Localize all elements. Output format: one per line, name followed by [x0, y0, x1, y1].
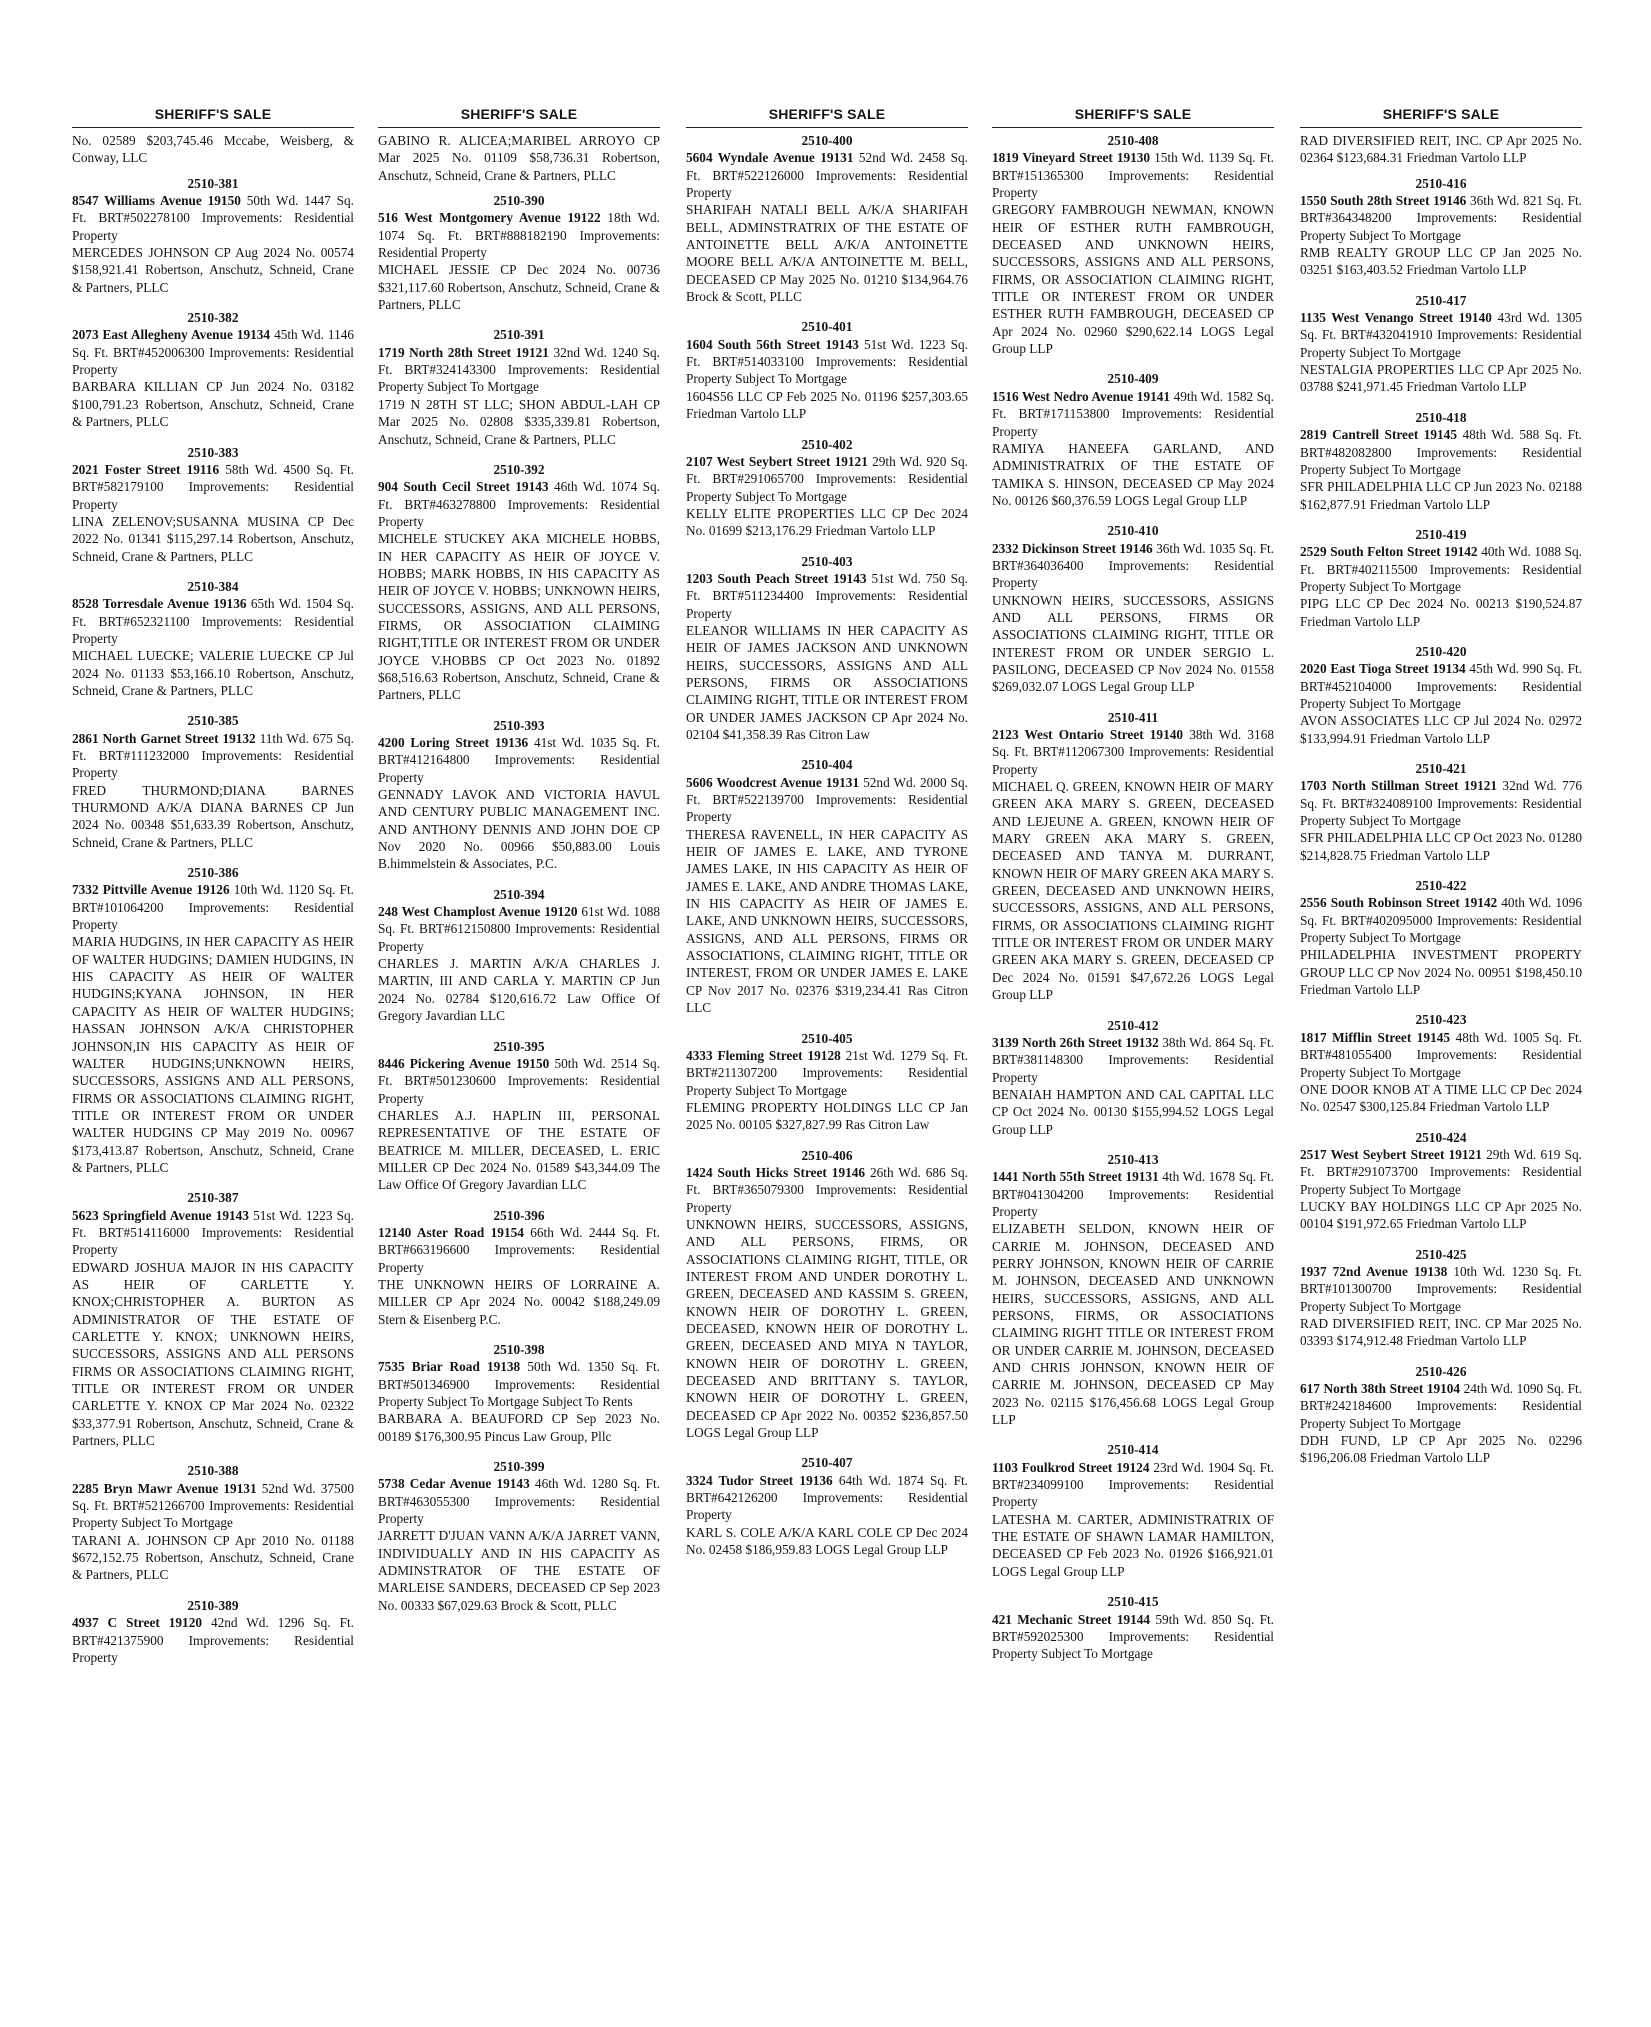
property-details: 43rd Wd. 1305 Sq. Ft. BRT#432041910 Improvements: Residential Property Subject To Mortgage: [1300, 310, 1582, 360]
listing-description: [1300, 1029, 1582, 1081]
property-address: 1103 Foulkrod Street 19124: [992, 1459, 1150, 1475]
listing-description: [686, 1164, 968, 1216]
listing-description: [378, 1475, 660, 1527]
property-address: 2861 North Garnet Street 19132: [72, 730, 256, 746]
listing-description: [72, 881, 354, 933]
listing-number: 2510-404: [801, 757, 853, 773]
listing-description: [686, 453, 968, 505]
sale-listing: [378, 1458, 660, 1614]
listing-number: 2510-388: [187, 1463, 239, 1479]
defendants-and-attorney: DDH FUND, LP CP Apr 2025 No. 02296 $196,206.08 Friedman Vartolo LLP: [1300, 1433, 1582, 1466]
property-details: 50th Wd. 1447 Sq. Ft. BRT#502278100 Improvements: Residential Property: [72, 193, 354, 243]
property-address: 421 Mechanic Street 19144: [992, 1611, 1151, 1627]
listing-number: 2510-412: [1107, 1017, 1159, 1033]
property-details: 36th Wd. 821 Sq. Ft. BRT#364348200 Improvements: Residential Property Subject To Mortgage: [1300, 193, 1583, 243]
sale-listing: [1300, 1129, 1582, 1233]
listing-description: [992, 726, 1274, 778]
column-header: SHERIFF'S SALE: [1300, 106, 1582, 128]
sale-listing: [992, 1441, 1274, 1580]
sale-listing: [992, 1151, 1274, 1429]
listing-number: 2510-422: [1415, 878, 1467, 894]
property-address: 4333 Fleming Street 19128: [686, 1047, 841, 1063]
property-address: 1203 South Peach Street 19143: [686, 570, 867, 586]
listing-number: 2510-426: [1415, 1363, 1467, 1379]
listing-description: [686, 1472, 968, 1524]
listing-number: 2510-403: [801, 553, 853, 569]
defendants-and-attorney: SFR PHILADELPHIA LLC CP Jun 2023 No. 02188 $162,877.91 Friedman Vartolo LLP: [1300, 479, 1582, 512]
listing-number: 2510-392: [493, 461, 545, 477]
defendants-and-attorney: MICHAEL JESSIE CP Dec 2024 No. 00736 $321,117.60 Robertson, Anschutz, Schneid, Crane & Partners, PLLC: [378, 262, 660, 313]
property-details: 32nd Wd. 776 Sq. Ft. BRT#324089100 Improvements: Residential Property Subject To Mortgage: [1300, 778, 1582, 829]
property-address: 12140 Aster Road 19154: [378, 1224, 524, 1240]
listing-number: 2510-421: [1415, 761, 1467, 776]
property-details: 65th Wd. 1504 Sq. Ft. BRT#652321100 Improvements: Residential Property: [72, 596, 354, 646]
property-details: 50th Wd. 1350 Sq. Ft. BRT#501346900 Improvements: Residential Property Subject To Mortgage Subject To Rents: [378, 1359, 660, 1410]
listing-description: [686, 336, 968, 388]
property-address: 1937 72nd Avenue 19138: [1300, 1263, 1448, 1279]
column-body: [378, 132, 660, 1614]
listing-number: 2510-386: [187, 865, 239, 881]
column-2: [378, 106, 660, 1627]
defendants-and-attorney: PIPG LLC CP Dec 2024 No. 00213 $190,524.87 Friedman Vartolo LLP: [1300, 596, 1582, 629]
listing-description: [378, 903, 660, 955]
property-details: 40th Wd. 1096 Sq. Ft. BRT#402095000 Improvements: Residential Property Subject To Mortgage: [1300, 895, 1582, 946]
column-header: SHERIFF'S SALE: [378, 106, 660, 128]
listing-description: [1300, 1263, 1582, 1315]
sale-listing: [72, 309, 354, 430]
property-details: 64th Wd. 1874 Sq. Ft. BRT#642126200 Improvements: Residential Property: [686, 1472, 968, 1523]
defendants-and-attorney: BARBARA KILLIAN CP Jun 2024 No. 03182 $100,791.23 Robertson, Anschutz, Schneid, Crane & Partners, PLLC: [72, 379, 354, 430]
sale-listing: [686, 1454, 968, 1558]
defendants-and-attorney: GREGORY FAMBROUGH NEWMAN, KNOWN HEIR OF ESTHER RUTH FAMBROUGH, DECEASED AND UNKNOWN HEIRS, SUCCESSORS, ASSIGNS AND ALL PERSONS, FIRMS, OR ASSOCIATION CLAIMING RIGHT, TITLE OR INTEREST FROM OR UNDER ESTHER RUTH FAMBROUGH, DECEASED CP Apr 2024 No. 02960 $290,622.14 LOGS Legal Group LLP: [992, 202, 1274, 357]
defendants-and-attorney: MICHAEL LUECKE; VALERIE LUECKE CP Jul 2024 No. 01133 $53,166.10 Robertson, Anschutz, Schneid, Crane & Partners, PLLC: [72, 648, 354, 698]
listing-description: [378, 1358, 660, 1410]
sale-listing: [72, 444, 354, 565]
property-details: 49th Wd. 1582 Sq. Ft. BRT#171153800 Improvements: Residential Property: [992, 388, 1275, 439]
listing-description: [1300, 1146, 1582, 1198]
property-address: 904 South Cecil Street 19143: [378, 479, 549, 495]
defendants-and-attorney: GENNADY LAVOK AND VICTORIA HAVUL AND CENTURY PUBLIC MANAGEMENT INC. AND ANTHONY DENNIS AND JOHN DOE CP Nov 2020 No. 00966 $50,883.00 Louis B.himmelstein & Associates, P.C.: [378, 787, 660, 872]
listing-number: 2510-399: [493, 1459, 545, 1475]
defendants-and-attorney: UNKNOWN HEIRS, SUCCESSORS, ASSIGNS, AND ALL PERSONS, FIRMS, OR ASSOCIATIONS CLAIMING RIGHT, TITLE, OR INTEREST FROM AND UNDER DOROTHY L. GREEN, DECEASED AND KASSIM S. GREEN, KNOWN HEIR OF DOROTHY L. GREEN, DECEASED, KNOWN HEIR OF DOROTHY L. GREEN, DECEASED AND MIYA N TAYLOR, KNOWN HEIR OF DOROTHY L. GREEN, DECEASED AND BRITTANY S. TAYLOR, KNOWN HEIR OF DOROTHY L. GREEN, DECEASED CP Apr 2022 No. 00352 $236,857.50 LOGS Legal Group LLP: [686, 1216, 968, 1441]
property-details: 38th Wd. 3168 Sq. Ft. BRT#112067300 Improvements: Residential Property: [992, 727, 1274, 777]
property-details: 29th Wd. 920 Sq. Ft. BRT#291065700 Improvements: Residential Property Subject To Mortgage: [686, 453, 969, 504]
sale-listing: [1300, 175, 1582, 279]
sale-listing: [72, 712, 354, 851]
property-details: 21st Wd. 1279 Sq. Ft. BRT#211307200 Improvements: Residential Property Subject To Mortgage: [686, 1047, 969, 1098]
listing-number: 2510-425: [1415, 1246, 1467, 1262]
listing-description: [72, 595, 354, 647]
listing-description: [1300, 543, 1582, 595]
sale-listing: [378, 1038, 660, 1194]
property-address: 2819 Cantrell Street 19145: [1300, 427, 1457, 443]
defendants-and-attorney: MARIA HUDGINS, IN HER CAPACITY AS HEIR OF WALTER HUDGINS; DAMIEN HUDGINS, IN HIS CAPACITY AS HEIR OF WALTER HUDGINS;KYANA JOHNSON, IN HER CAPACITY AS HEIR OF WALTER HUDGINS; HASSAN JOHNSON A/K/A CHRISTOPHER JOHNSON,IN HIS CAPACITY AS HEIR OF WALTER HUDGINS;UNKNOWN HEIRS, SUCCESSORS, ASSIGNS AND ALL PERSONS, FIRMS OR ASSOCIATIONS CLAIMING RIGHT, TITLE OR INTEREST FROM OR UNDER WALTER HUDGINS CP May 2019 No. 00967 $173,413.87 Robertson, Anschutz, Schneid, Crane & Partners, PLLC: [72, 934, 354, 1175]
listing-description: [686, 149, 968, 201]
sale-listing: [1300, 292, 1582, 396]
defendants-and-attorney: LATESHA M. CARTER, ADMINISTRATRIX OF THE ESTATE OF SHAWN LAMAR HAMILTON, DECEASED CP Feb 2023 No. 01926 $166,921.01 LOGS Legal Group LLP: [992, 1511, 1274, 1579]
listing-number: 2510-415: [1107, 1594, 1159, 1610]
listing-number: 2510-414: [1107, 1442, 1159, 1458]
sale-listing: [1300, 877, 1582, 998]
column-3: [686, 106, 968, 1571]
column-body: [992, 132, 1274, 1663]
defendants-and-attorney: MICHELE STUCKEY AKA MICHELE HOBBS, IN HER CAPACITY AS HEIR OF JOYCE V. HOBBS; MARK HOBBS, IN HIS CAPACITY AS HEIR OF JOYCE V. HOBBS; UNKNOWN HEIRS, SUCCESSORS, ASSIGNS, AND ALL PERSONS, FIRMS, OR ASSOCIATION CLAIMING RIGHT,TITLE OR INTEREST FROM OR UNDER JOYCE V.HOBBS CP Oct 2023 No. 01892 $68,516.63 Robertson, Anschutz, Schneid, Crane & Partners, PLLC: [378, 531, 660, 703]
defendants-and-attorney: SHARIFAH NATALI BELL A/K/A SHARIFAH BELL, ADMINSTRATRIX OF THE ESTATE OF ANTOINETTE BELL A/K/A ANTOINETTE MOORE BELL A/K/A ANTOINETTE M. BELL, DECEASED CP May 2025 No. 01210 $134,964.76 Brock & Scott, PLLC: [686, 202, 968, 305]
listing-description: [1300, 426, 1582, 478]
listing-description: [72, 730, 354, 782]
property-address: 7535 Briar Road 19138: [378, 1359, 521, 1375]
property-details: 51st Wd. 750 Sq. Ft. BRT#511234400 Improvements: Residential Property: [686, 570, 969, 621]
listing-description: [1300, 309, 1582, 361]
listing-description: [686, 1047, 968, 1099]
sale-listing: [686, 1030, 968, 1134]
listing-number: 2510-396: [493, 1207, 545, 1223]
listing-number: 2510-384: [187, 578, 239, 594]
defendants-and-attorney: RAD DIVERSIFIED REIT, INC. CP Mar 2025 No. 03393 $174,912.48 Friedman Vartolo LLP: [1300, 1315, 1582, 1349]
property-details: 48th Wd. 588 Sq. Ft. BRT#482082800 Improvements: Residential Property Subject To Mortgage: [1300, 427, 1582, 477]
sale-listing: [1300, 643, 1582, 747]
sale-listing: [72, 175, 354, 296]
defendants-and-attorney: AVON ASSOCIATES LLC CP Jul 2024 No. 02972 $133,994.91 Friedman Vartolo LLP: [1300, 713, 1582, 746]
defendants-and-attorney: 1604S56 LLC CP Feb 2025 No. 01196 $257,303.65 Friedman Vartolo LLP: [686, 388, 968, 422]
property-details: 45th Wd. 990 Sq. Ft. BRT#452104000 Improvements: Residential Property Subject To Mortgage: [1300, 661, 1583, 711]
defendants-and-attorney: RMB REALTY GROUP LLC CP Jan 2025 No. 03251 $163,403.52 Friedman Vartolo LLP: [1300, 245, 1582, 278]
property-address: 4200 Loring Street 19136: [378, 735, 529, 750]
column-header: SHERIFF'S SALE: [992, 106, 1274, 128]
property-details: 51st Wd. 1223 Sq. Ft. BRT#514116000 Improvements: Residential Property: [72, 1207, 354, 1258]
defendants-and-attorney: FRED THURMOND;DIANA BARNES THURMOND A/K/A DIANA BARNES CP Jun 2024 No. 00348 $51,633.39 Robertson, Anschutz, Schneid, Crane & Partners, PLLC: [72, 782, 354, 850]
listing-description: [686, 774, 968, 826]
sale-listing: [992, 522, 1274, 695]
sale-listing: [1300, 409, 1582, 513]
property-address: 5604 Wyndale Avenue 19131: [686, 150, 854, 166]
listing-number: 2510-401: [801, 319, 853, 335]
listing-number: 2510-382: [187, 310, 239, 326]
property-details: 10th Wd. 1120 Sq. Ft. BRT#101064200 Improvements: Residential Property: [72, 882, 354, 933]
defendants-and-attorney: KELLY ELITE PROPERTIES LLC CP Dec 2024 No. 01699 $213,176.29 Friedman Vartolo LLP: [686, 505, 968, 539]
listing-description: [378, 1224, 660, 1276]
defendants-and-attorney: ELEANOR WILLIAMS IN HER CAPACITY AS HEIR OF JAMES JACKSON AND UNKNOWN HEIRS, SUCCESSORS, ASSIGNS AND ALL PERSONS, FIRMS OR ASSOCIATIONS CLAIMING RIGHT, TITLE OR INTEREST FROM OR UNDER JAMES JACKSON CP Apr 2024 No. 02104 $41,358.39 Ras Citron Law: [686, 622, 968, 742]
listing-description: [1300, 894, 1582, 946]
property-address: 2517 West Seybert Street 19121: [1300, 1146, 1482, 1162]
defendants-and-attorney: CHARLES A.J. HAPLIN III, PERSONAL REPRESENTATIVE OF THE ESTATE OF BEATRICE M. MILLER, DECEASED, L. ERIC MILLER CP Dec 2024 No. 01589 $43,344.09 The Law Office Of Gregory Javardian LLC: [378, 1107, 660, 1193]
column-body: [686, 132, 968, 1558]
property-details: 46th Wd. 1280 Sq. Ft. BRT#463055300 Improvements: Residential Property: [378, 1476, 660, 1527]
listing-description: [992, 1034, 1274, 1086]
property-address: 2529 South Felton Street 19142: [1300, 544, 1478, 560]
column-1: [72, 106, 354, 1679]
sale-listing: [992, 1593, 1274, 1662]
property-address: 1719 North 28th Street 19121: [378, 344, 549, 360]
sale-listing: [1300, 1363, 1582, 1467]
property-address: 1516 West Nedro Avenue 19141: [992, 388, 1171, 404]
listing-description: [72, 1207, 354, 1259]
sale-listing: [72, 1189, 354, 1449]
continued-listing-text: RAD DIVERSIFIED REIT, INC. CP Apr 2025 No. 02364 $123,684.31 Friedman Vartolo LLP: [1300, 133, 1582, 166]
property-details: 51st Wd. 1223 Sq. Ft. BRT#514033100 Improvements: Residential Property Subject To Mortgage: [686, 336, 969, 387]
listing-number: 2510-411: [1107, 709, 1159, 725]
property-details: 52nd Wd. 2458 Sq. Ft. BRT#522126000 Improvements: Residential Property: [686, 150, 968, 201]
listing-number: 2510-407: [801, 1455, 853, 1471]
defendants-and-attorney: SFR PHILADELPHIA LLC CP Oct 2023 No. 01280 $214,828.75 Friedman Vartolo LLP: [1300, 830, 1582, 863]
property-details: 66th Wd. 2444 Sq. Ft. BRT#663196600 Improvements: Residential Property: [378, 1224, 660, 1275]
property-details: 58th Wd. 4500 Sq. Ft. BRT#582179100 Improvements: Residential Property: [72, 461, 354, 512]
listing-number: 2510-387: [187, 1190, 239, 1206]
sale-listing: [686, 756, 968, 1016]
sale-listing: [992, 709, 1274, 1004]
listing-description: [992, 149, 1274, 201]
property-details: 23rd Wd. 1904 Sq. Ft. BRT#234099100 Improvements: Residential Property: [992, 1459, 1274, 1510]
property-address: 4937 C Street 19120: [72, 1615, 202, 1631]
property-address: 1550 South 28th Street 19146: [1300, 193, 1467, 209]
listing-number: 2510-424: [1415, 1129, 1467, 1145]
listing-number: 2510-419: [1415, 526, 1467, 542]
sale-listing: [686, 553, 968, 744]
listing-description: [1300, 192, 1582, 244]
defendants-and-attorney: THE UNKNOWN HEIRS OF LORRAINE A. MILLER CP Apr 2024 No. 00042 $188,249.09 Stern & Eisenberg P.C.: [378, 1276, 660, 1327]
defendants-and-attorney: UNKNOWN HEIRS, SUCCESSORS, ASSIGNS AND ALL PERSONS, FIRMS OR ASSOCIATIONS CLAIMING RIGHT, TITLE OR INTEREST FROM OR UNDER SERGIO L. PASILONG, DECEASED CP Nov 2024 No. 01558 $269,032.07 LOGS Legal Group LLP: [992, 592, 1274, 695]
defendants-and-attorney: CHARLES J. MARTIN A/K/A CHARLES J. MARTIN, III AND CARLA Y. MARTIN CP Jun 2024 No. 02784 $120,616.72 Law Office Of Gregory Javardian LLC: [378, 956, 660, 1024]
sale-listing: [378, 192, 660, 313]
property-details: 26th Wd. 686 Sq. Ft. BRT#365079300 Improvements: Residential Property: [686, 1164, 969, 1215]
sale-listing: [72, 1597, 354, 1666]
property-address: 5738 Cedar Avenue 19143: [378, 1476, 530, 1492]
property-address: 2332 Dickinson Street 19146: [992, 540, 1153, 556]
property-details: 52nd Wd. 37500 Sq. Ft. BRT#521266700 Improvements: Residential Property Subject To Mortgage: [72, 1480, 354, 1531]
column-header: SHERIFF'S SALE: [72, 106, 354, 128]
listing-number: 2510-405: [801, 1030, 853, 1046]
sale-listing: [72, 578, 354, 699]
listing-number: 2510-383: [187, 444, 239, 460]
listing-description: [1300, 660, 1582, 712]
sale-listing: [1300, 1246, 1582, 1350]
column-4: [992, 106, 1274, 1676]
property-details: 29th Wd. 619 Sq. Ft. BRT#291073700 Improvements: Residential Property Subject To Mortgage: [1300, 1146, 1583, 1197]
sale-listing: [992, 132, 1274, 357]
property-address: 2556 South Robinson Street 19142: [1300, 895, 1498, 911]
property-address: 1135 West Venango Street 19140: [1300, 310, 1492, 326]
listing-number: 2510-395: [493, 1038, 545, 1054]
property-details: 45th Wd. 1146 Sq. Ft. BRT#452006300 Improvements: Residential Property: [72, 327, 355, 378]
property-address: 617 North 38th Street 19104: [1300, 1381, 1461, 1396]
defendants-and-attorney: ONE DOOR KNOB AT A TIME LLC CP Dec 2024 No. 02547 $300,125.84 Friedman Vartolo LLP: [1300, 1081, 1582, 1115]
sale-listing: [686, 436, 968, 540]
listing-description: [1300, 1380, 1582, 1432]
listing-number: 2510-406: [801, 1147, 853, 1163]
defendants-and-attorney: MICHAEL Q. GREEN, KNOWN HEIR OF MARY GREEN AKA MARY S. GREEN, DECEASED AND LEJEUNE A. GREEN, KNOWN HEIR OF MARY GREEN AKA MARY S. GREEN, DECEASED AND TANYA M. DURRANT, KNOWN HEIR OF MARY GREEN AKA MARY S. GREEN, DECEASED AND UNKNOWN HEIRS, SUCCESSORS, ASSIGNS, AND ALL PERSONS, FIRMS, OR ASSOCIATIONS CLAIMING RIGHT TITLE OR INTEREST FROM OR UNDER MARY GREEN AKA MARY S. GREEN, DECEASED CP Dec 2024 No. 01591 $47,672.26 LOGS Legal Group LLP: [992, 779, 1274, 1003]
listing-number: 2510-413: [1107, 1151, 1159, 1167]
defendants-and-attorney: 1719 N 28TH ST LLC; SHON ABDUL-LAH CP Mar 2025 No. 02808 $335,339.81 Robertson, Anschutz, Schneid, Crane & Partners, PLLC: [378, 396, 660, 447]
property-address: 1819 Vineyard Street 19130: [992, 150, 1151, 166]
property-address: 2021 Foster Street 19116: [72, 461, 220, 477]
listing-description: [72, 1480, 354, 1532]
listing-number: 2510-389: [187, 1597, 239, 1613]
defendants-and-attorney: RAMIYA HANEEFA GARLAND, AND ADMINISTRATRIX OF THE ESTATE OF TAMIKA S. HINSON, DECEASED CP May 2024 No. 00126 $60,376.59 LOGS Legal Group LLP: [992, 440, 1274, 508]
listing-description: [72, 326, 354, 378]
property-details: 42nd Wd. 1296 Sq. Ft. BRT#421375900 Improvements: Residential Property: [72, 1615, 354, 1665]
property-details: 50th Wd. 2514 Sq. Ft. BRT#501230600 Improvements: Residential Property: [378, 1055, 661, 1106]
sale-listing: [378, 717, 660, 873]
property-address: 7332 Pittville Avenue 19126: [72, 882, 230, 898]
defendants-and-attorney: ELIZABETH SELDON, KNOWN HEIR OF CARRIE M. JOHNSON, DECEASED AND PERRY JOHNSON, KNOWN HEIR OF CARRIE M. JOHNSON, DECEASED AND UNKNOWN HEIRS, SUCCESSORS, ASSIGNS, AND ALL PERSONS, FIRMS, OR ASSOCIATIONS CLAIMING RIGHT TITLE OR INTEREST FROM OR UNDER CARRIE M. JOHNSON, DECEASED AND CHRIS JOHNSON, KNOWN HEIR OF CARRIE M. JOHNSON, DECEASED CP May 2023 No. 02115 $176,456.68 LOGS Legal Group LLP: [992, 1221, 1274, 1428]
listing-number: 2510-410: [1107, 523, 1159, 539]
sale-listing: [992, 1017, 1274, 1138]
defendants-and-attorney: THERESA RAVENELL, IN HER CAPACITY AS HEIR OF JAMES E. LAKE, AND TYRONE JAMES LAKE, IN HIS CAPACITY AS HEIR OF JAMES E. LAKE, AND ANDRE THOMAS LAKE, IN HIS CAPACITY AS HEIR OF JAMES E. LAKE, AND UNKNOWN HEIRS, SUCCESSORS, ASSIGNS, AND ALL PERSONS, FIRMS OR ASSOCIATIONS, CLAIMING RIGHT, TITLE OR INTEREST, FROM OR UNDER JAMES E. LAKE CP Nov 2017 No. 02376 $319,234.41 Ras Citron LLC: [686, 826, 968, 1016]
property-details: 18th Wd. 1074 Sq. Ft. BRT#888182190 Improvements: Residential Property: [378, 210, 660, 261]
property-address: 1424 South Hicks Street 19146: [686, 1164, 866, 1180]
property-address: 2123 West Ontario Street 19140: [992, 727, 1184, 742]
property-details: 46th Wd. 1074 Sq. Ft. BRT#463278800 Improvements: Residential Property: [378, 479, 660, 529]
defendants-and-attorney: FLEMING PROPERTY HOLDINGS LLC CP Jan 2025 No. 00105 $327,827.99 Ras Citron Law: [686, 1099, 968, 1133]
listing-description: [992, 1611, 1274, 1663]
listing-description: [72, 192, 354, 244]
listing-number: 2510-398: [493, 1342, 545, 1357]
sale-listing: [378, 1341, 660, 1445]
sale-listing: [378, 461, 660, 704]
property-details: 24th Wd. 1090 Sq. Ft. BRT#242184600 Improvements: Residential Property Subject To Mortgage: [1300, 1381, 1583, 1431]
listing-number: 2510-394: [493, 886, 545, 902]
property-address: 2107 West Seybert Street 19121: [686, 453, 868, 469]
property-address: 2073 East Allegheny Avenue 19134: [72, 327, 271, 343]
listing-number: 2510-391: [493, 327, 545, 343]
sale-listing: [72, 1462, 354, 1583]
column-body: [72, 132, 354, 1666]
sale-listing: [378, 1207, 660, 1328]
defendants-and-attorney: LINA ZELENOV;SUSANNA MUSINA CP Dec 2022 No. 01341 $115,297.14 Robertson, Anschutz, Schneid, Crane & Partners, PLLC: [72, 513, 354, 564]
listing-number: 2510-402: [801, 436, 853, 452]
property-details: 10th Wd. 1230 Sq. Ft. BRT#101300700 Improvements: Residential Property Subject To Mortgage: [1300, 1263, 1582, 1314]
listing-description: [72, 461, 354, 513]
defendants-and-attorney: NESTALGIA PROPERTIES LLC CP Apr 2025 No. 03788 $241,971.45 Friedman Vartolo LLP: [1300, 362, 1582, 395]
listing-description: [378, 1055, 660, 1107]
defendants-and-attorney: BENAIAH HAMPTON AND CAL CAPITAL LLC CP Oct 2024 No. 00130 $155,994.52 LOGS Legal Group LLP: [992, 1086, 1274, 1137]
sale-listing: [992, 370, 1274, 509]
property-address: 5606 Woodcrest Avenue 19131: [686, 774, 860, 790]
listing-number: 2510-416: [1415, 175, 1467, 191]
listing-description: [992, 540, 1274, 592]
property-details: 40th Wd. 1088 Sq. Ft. BRT#402115500 Improvements: Residential Property Subject To Mortgage: [1300, 544, 1582, 594]
listing-number: 2510-381: [187, 175, 239, 191]
defendants-and-attorney: TARANI A. JOHNSON CP Apr 2010 No. 01188 $672,152.75 Robertson, Anschutz, Schneid, Crane & Partners, PLLC: [72, 1532, 354, 1583]
defendants-and-attorney: JARRETT D'JUAN VANN A/K/A JARRET VANN, INDIVIDUALLY AND IN HIS CAPACITY AS ADMINSTRATOR OF THE ESTATE OF MARLEISE SANDERS, DECEASED CP Sep 2023 No. 00333 $67,029.63 Brock & Scott, PLLC: [378, 1528, 660, 1613]
property-details: 52nd Wd. 2000 Sq. Ft. BRT#522139700 Improvements: Residential Property: [686, 774, 969, 825]
property-address: 2020 East Tioga Street 19134: [1300, 661, 1466, 677]
listing-description: [378, 344, 660, 396]
sale-listing: [1300, 1011, 1582, 1115]
listing-number: 2510-409: [1107, 371, 1159, 387]
column-body: [1300, 132, 1582, 1467]
continued-listing-text: No. 02589 $203,745.46 Mccabe, Weisberg, & Conway, LLC: [72, 133, 354, 166]
listing-number: 2510-423: [1415, 1012, 1467, 1028]
property-address: 1817 Mifflin Street 19145: [1300, 1029, 1451, 1045]
property-details: 48th Wd. 1005 Sq. Ft. BRT#481055400 Improvements: Residential Property Subject To Mortgage: [1300, 1029, 1582, 1080]
sale-listing: [1300, 526, 1582, 630]
listing-number: 2510-420: [1415, 643, 1467, 659]
sale-listing: [686, 1147, 968, 1442]
sale-listing: [378, 886, 660, 1025]
defendants-and-attorney: KARL S. COLE A/K/A KARL COLE CP Dec 2024 No. 02458 $186,959.83 LOGS Legal Group LLP: [686, 1524, 968, 1558]
property-address: 2285 Bryn Mawr Avenue 19131: [72, 1480, 257, 1496]
property-address: 3324 Tudor Street 19136: [686, 1472, 833, 1488]
listing-description: [72, 1614, 354, 1666]
listing-number: 2510-408: [1107, 133, 1159, 148]
listing-description: [378, 209, 660, 261]
sale-listing: [378, 326, 660, 447]
property-details: 41st Wd. 1035 Sq. Ft. BRT#412164800 Improvements: Residential Property: [378, 735, 661, 785]
listing-number: 2510-400: [801, 133, 853, 148]
listing-description: [378, 478, 660, 530]
listing-description: [992, 388, 1274, 440]
property-address: 8446 Pickering Avenue 19150: [378, 1055, 550, 1071]
property-address: 1604 South 56th Street 19143: [686, 336, 859, 352]
sale-listing: [686, 132, 968, 305]
property-details: 36th Wd. 1035 Sq. Ft. BRT#364036400 Improvements: Residential Property: [992, 540, 1274, 591]
listing-number: 2510-393: [493, 717, 545, 733]
property-details: 59th Wd. 850 Sq. Ft. BRT#592025300 Improvements: Residential Property Subject To Mortgage: [992, 1611, 1275, 1662]
property-details: 38th Wd. 864 Sq. Ft. BRT#381148300 Improvements: Residential Property: [992, 1034, 1274, 1085]
defendants-and-attorney: BARBARA A. BEAUFORD CP Sep 2023 No. 00189 $176,300.95 Pincus Law Group, Pllc: [378, 1411, 660, 1444]
property-address: 1441 North 55th Street 19131: [992, 1169, 1159, 1185]
listing-description: [1300, 777, 1582, 829]
sale-listing: [72, 864, 354, 1176]
sale-listing: [686, 318, 968, 422]
defendants-and-attorney: MERCEDES JOHNSON CP Aug 2024 No. 00574 $158,921.41 Robertson, Anschutz, Schneid, Crane & Partners, PLLC: [72, 245, 354, 295]
listing-description: [992, 1459, 1274, 1511]
listing-description: [378, 734, 660, 786]
property-address: 248 West Champlost Avenue 19120: [378, 904, 578, 920]
defendants-and-attorney: EDWARD JOSHUA MAJOR IN HIS CAPACITY AS HEIR OF CARLETTE Y. KNOX;CHRISTOPHER A. BURTON AS ADMINISTRATOR OF THE ESTATE OF CARLETTE Y. KNOX; UNKNOWN HEIRS, SUCCESSORS, ASSIGNS AND ALL PERSONS FIRMS OR ASSOCIATIONS CLAIMING RIGHT, TITLE OR INTEREST FROM OR UNDER CARLETTE Y. KNOX CP Mar 2024 No. 02322 $33,377.91 Robertson, Anschutz, Schneid, Crane & Partners, PLLC: [72, 1259, 354, 1449]
column-header: SHERIFF'S SALE: [686, 106, 968, 128]
listing-number: 2510-417: [1415, 292, 1467, 308]
defendants-and-attorney: LUCKY BAY HOLDINGS LLC CP Apr 2025 No. 00104 $191,972.65 Friedman Vartolo LLP: [1300, 1198, 1582, 1232]
property-address: 8547 Williams Avenue 19150: [72, 193, 241, 209]
property-address: 3139 North 26th Street 19132: [992, 1034, 1159, 1050]
property-details: 15th Wd. 1139 Sq. Ft. BRT#151365300 Improvements: Residential Property: [992, 150, 1274, 201]
column-5: [1300, 106, 1582, 1480]
property-details: 61st Wd. 1088 Sq. Ft. BRT#612150800 Improvements: Residential Property: [378, 904, 660, 954]
listing-number: 2510-418: [1415, 409, 1467, 425]
property-address: 5623 Springfield Avenue 19143: [72, 1207, 249, 1223]
sale-listing: [1300, 760, 1582, 864]
property-details: 4th Wd. 1678 Sq. Ft. BRT#041304200 Improvements: Residential Property: [992, 1169, 1274, 1219]
property-details: 32nd Wd. 1240 Sq. Ft. BRT#324143300 Improvements: Residential Property Subject To Mortgage: [378, 344, 660, 395]
property-details: 11th Wd. 675 Sq. Ft. BRT#111232000 Improvements: Residential Property: [72, 730, 354, 781]
listing-number: 2510-385: [187, 713, 239, 729]
defendants-and-attorney: PHILADELPHIA INVESTMENT PROPERTY GROUP LLC CP Nov 2024 No. 00951 $198,450.10 Friedman Vartolo LLP: [1300, 947, 1582, 998]
continued-listing-text: GABINO R. ALICEA;MARIBEL ARROYO CP Mar 2025 No. 01109 $58,736.31 Robertson, Anschutz, Schneid, Crane & Partners, PLLC: [378, 133, 660, 183]
property-address: 8528 Torresdale Avenue 19136: [72, 596, 247, 612]
listing-description: [686, 570, 968, 622]
listing-number: 2510-390: [493, 193, 545, 209]
property-address: 516 West Montgomery Avenue 19122: [378, 210, 601, 226]
listing-description: [992, 1168, 1274, 1220]
property-address: 1703 North Stillman Street 19121: [1300, 778, 1498, 794]
